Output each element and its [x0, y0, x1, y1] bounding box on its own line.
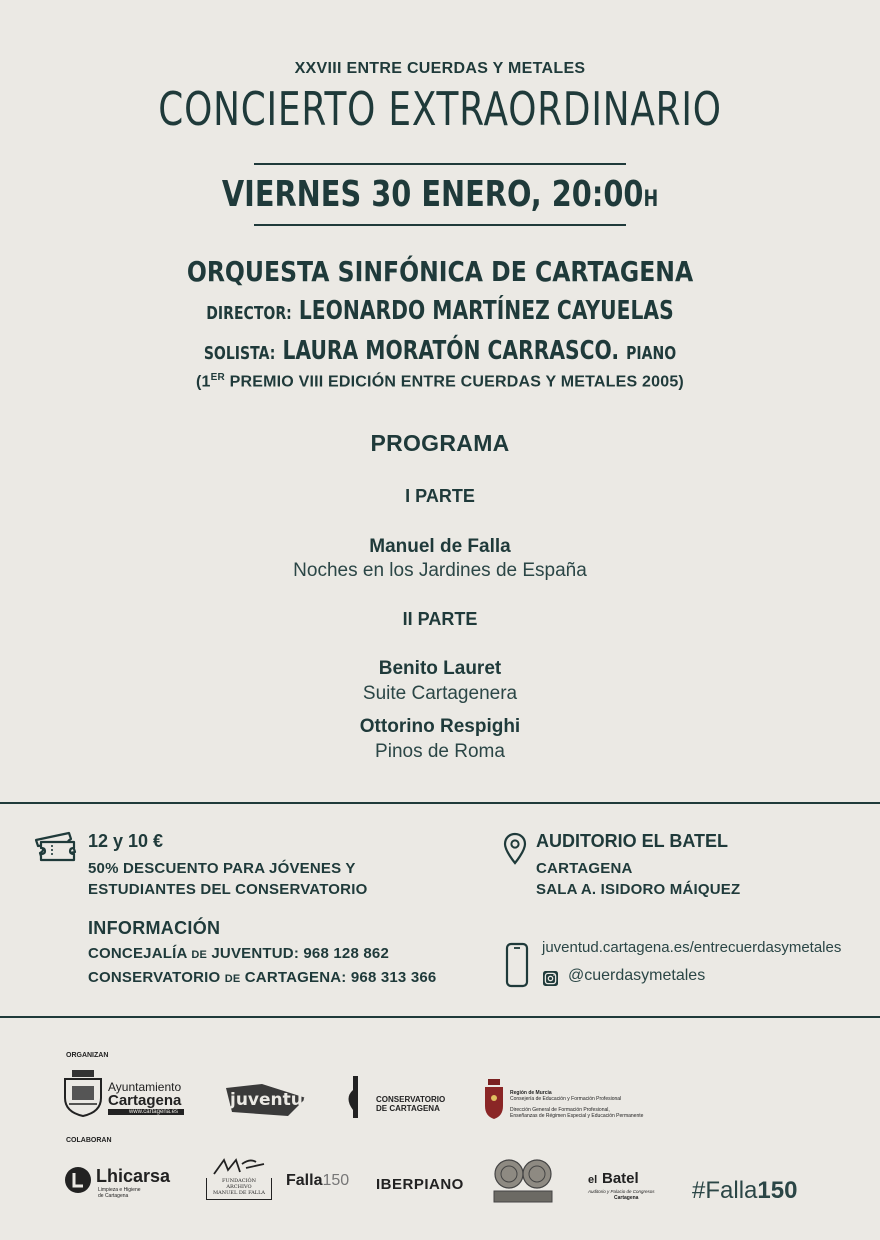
- el-batel-logo: [588, 1168, 668, 1204]
- concert-date: [88, 174, 792, 215]
- work-lauret: Suite Cartagenera: [362, 683, 518, 704]
- discount-line-2: ESTUDIANTES DEL CONSERVATORIO: [88, 881, 368, 898]
- murcia-line-2: Consejería de Educación y Formación Profesional: [510, 1096, 622, 1102]
- program-heading: PROGRAMA: [370, 430, 510, 456]
- orchestra-name: ORQUESTA SINFÓNICA DE CARTAGENA: [186, 255, 694, 288]
- info-divider-top: [0, 802, 880, 804]
- ayto-url: www.cartagena.es: [108, 1109, 184, 1115]
- website-link[interactable]: juventud.cartagena.es/entrecuerdasymetales: [542, 939, 842, 956]
- iberpiano-logo: IBERPIANO: [376, 1176, 464, 1193]
- ayuntamiento-logo: [62, 1068, 186, 1120]
- batel-b: Batel: [602, 1170, 639, 1187]
- contact1-b: JUVENTUD: 968 128 862: [207, 945, 390, 962]
- award-sup: ER: [210, 372, 225, 383]
- batel-sub-1: Auditorio y Palacio de Congresos: [588, 1189, 655, 1194]
- batel-a: el: [588, 1174, 598, 1186]
- date-text: VIERNES 30 ENERO, 20:00: [221, 174, 644, 215]
- murcia-line-4: Enseñanzas de Régimen Especial y Educación Permanente: [510, 1113, 644, 1119]
- composer-falla: Manuel de Falla: [369, 536, 511, 557]
- coat-of-arms-icon: [62, 1068, 104, 1118]
- seals-icon: [492, 1158, 554, 1204]
- batel-sub-2: Cartagena: [614, 1195, 639, 1201]
- divider-bottom: [254, 224, 626, 226]
- hashtag-a: #Falla: [692, 1177, 758, 1204]
- venue-city: CARTAGENA: [536, 860, 633, 877]
- info-divider-bottom: [0, 1016, 880, 1018]
- contact-juventud: [88, 945, 389, 962]
- contact1-a: CONCEJALÍA: [88, 945, 192, 962]
- location-pin-icon: [503, 832, 527, 866]
- series-title: XXVIII ENTRE CUERDAS Y METALES: [294, 60, 586, 77]
- hashtag-b: 150: [757, 1177, 798, 1204]
- organizers-label: ORGANIZAN: [66, 1052, 109, 1059]
- fundacion-frame: [206, 1178, 272, 1200]
- fundacion-line-3: MANUEL DE FALLA: [212, 1190, 266, 1196]
- award-pre: (1: [196, 373, 211, 391]
- discount-line-1: 50% DESCUENTO PARA JÓVENES Y: [88, 860, 356, 877]
- lhicarsa-logo: [64, 1164, 180, 1200]
- juventud-text: juventud: [230, 1090, 316, 1110]
- hashtag: [692, 1177, 797, 1205]
- collaborators-label: COLABORAN: [66, 1137, 112, 1144]
- murcia-line-3: Dirección General de Formación Profesional,: [510, 1107, 610, 1113]
- fundacion-line-1: FUNDACIÓN: [222, 1178, 256, 1184]
- work-respighi: Pinos de Roma: [375, 741, 505, 762]
- ayto-line-2: Cartagena: [108, 1092, 182, 1109]
- conservatorio-line-2: DE CARTAGENA: [376, 1104, 440, 1113]
- venue-room: SALA A. ISIDORO MÁIQUEZ: [536, 881, 741, 898]
- information-heading: INFORMACIÓN: [88, 918, 221, 938]
- lhicarsa-sub-1: Limpieza e Higiene: [98, 1187, 141, 1193]
- ticket-discount: [88, 858, 367, 900]
- instagram-icon: [542, 970, 559, 987]
- conservatorio-logo: [344, 1076, 454, 1120]
- soloist-line: [97, 336, 783, 366]
- falla150-a: Falla: [286, 1172, 323, 1189]
- soloist-label: SOLISTA:: [203, 343, 276, 364]
- award-note: [0, 372, 880, 391]
- composer-respighi: Ottorino Respighi: [359, 716, 521, 737]
- falla-signature-icon: [206, 1156, 272, 1178]
- lhicarsa-circle-icon: [64, 1166, 92, 1194]
- conservatorio-mark-icon: [344, 1076, 366, 1118]
- falla150-logo: [286, 1172, 349, 1190]
- murcia-crest-icon: [484, 1078, 504, 1120]
- part-two-heading: II PARTE: [402, 609, 478, 629]
- lhicarsa-sub-2: de Cartagena: [98, 1193, 129, 1199]
- juventud-logo: [222, 1080, 316, 1120]
- director-name: LEONARDO MARTÍNEZ CAYUELAS: [298, 296, 674, 326]
- murcia-line-1: Región de Murcia: [510, 1090, 552, 1096]
- concert-title: CONCIERTO EXTRAORDINARIO: [158, 82, 722, 136]
- conservatorio-line-1: CONSERVATORIO: [376, 1095, 446, 1104]
- fundacion-line-2: ARCHIVO: [226, 1184, 252, 1190]
- ayto-line-1: Ayuntamiento: [108, 1080, 182, 1094]
- seals-logo: [492, 1158, 554, 1204]
- part-one-heading: I PARTE: [405, 486, 475, 506]
- falla150-b: 150: [322, 1172, 350, 1189]
- lhicarsa-text: Lhicarsa: [96, 1166, 171, 1186]
- ticket-icon: [33, 830, 79, 862]
- contact2-b: CARTAGENA: 968 313 366: [240, 969, 437, 986]
- composer-lauret: Benito Lauret: [378, 658, 502, 679]
- divider-top: [254, 163, 626, 165]
- venue-address: [536, 858, 740, 900]
- contact2-a: CONSERVATORIO: [88, 969, 225, 986]
- contact2-de: DE: [224, 973, 241, 985]
- soloist-instrument: PIANO: [626, 343, 677, 364]
- phone-icon: [505, 942, 529, 988]
- director-label: DIRECTOR:: [206, 303, 292, 324]
- fundacion-falla-logo: [206, 1156, 272, 1202]
- award-post: PREMIO VIII EDICIÓN ENTRE CUERDAS Y METALES 2005): [224, 373, 684, 391]
- date-suffix: H: [643, 187, 659, 212]
- soloist-name: LAURA MORATÓN CARRASCO.: [282, 336, 620, 366]
- instagram-handle[interactable]: @cuerdasymetales: [568, 967, 706, 984]
- venue-name: AUDITORIO EL BATEL: [536, 831, 729, 851]
- director-line: [97, 296, 783, 326]
- region-murcia-logo: [484, 1078, 644, 1124]
- contact1-de: DE: [191, 949, 208, 961]
- ticket-price: 12 y 10 €: [88, 831, 164, 851]
- work-falla: Noches en los Jardines de España: [293, 560, 587, 581]
- contact-conservatorio: [88, 969, 436, 986]
